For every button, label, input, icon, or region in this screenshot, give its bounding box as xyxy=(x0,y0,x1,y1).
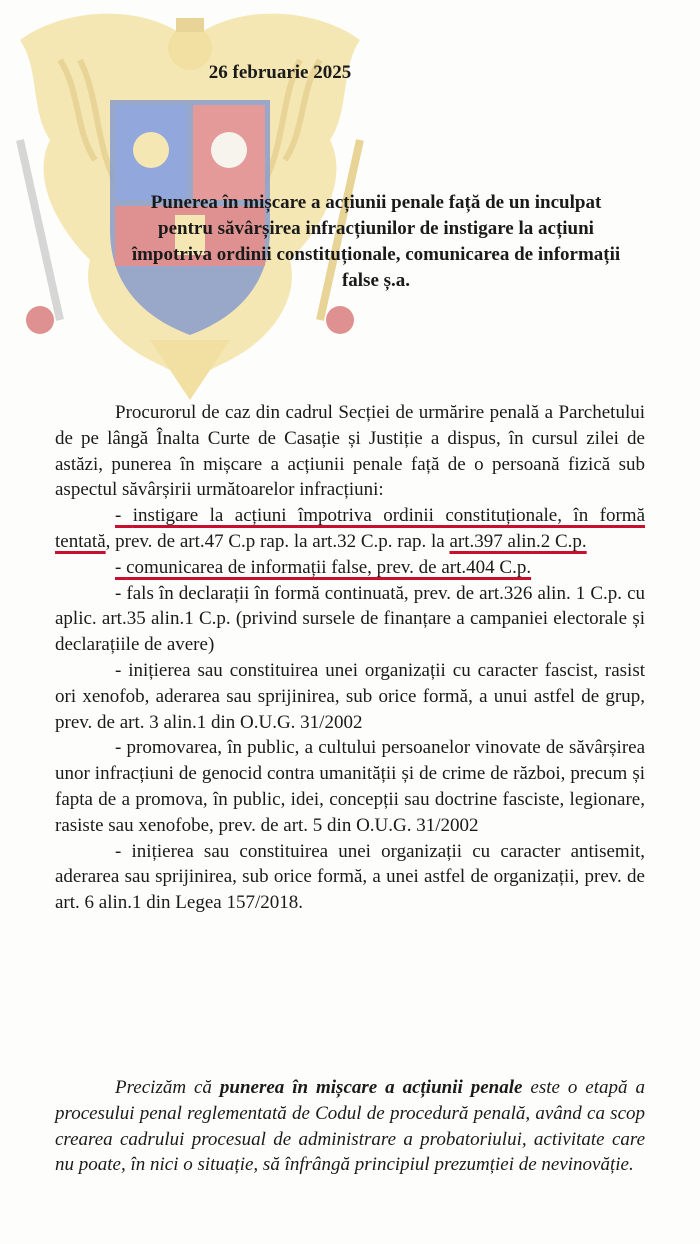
title-line: Punerea în mișcare a acțiunii penale față de un inculpat xyxy=(150,192,602,213)
offence-item-2: - comunicarea de informații false, prev. de art.404 C.p. xyxy=(115,556,532,578)
title-line: împotriva ordinii constituționale, comunicarea de informații xyxy=(131,244,621,265)
offence-item-3: - fals în declarații în formă continuată, prev. de art.326 alin. 1 C.p. cu aplic. art.35 alin.1 C.p. (privind sursele de finanțare a campaniei electorale și declarațiile de avere) xyxy=(55,582,646,656)
document-date: 26 februarie 2025 xyxy=(208,62,352,83)
offence-item-1: - instigare la acțiuni împotriva ordinii constituționale, în formă tentată, prev. de art.47 C.p rap. la art.32 C.p. rap. la art.397 alin.2 C.p. xyxy=(55,505,646,552)
offence-item-6: - inițierea sau constituirea unei organizații cu caracter antisemit, aderarea sau sprijinirea, sub orice formă, a unei astfel de organizații, prev. de art. 6 alin.1 din Legea 157/2018. xyxy=(55,840,645,914)
closing-note: Precizăm că punerea în mișcare a acțiunii penale este o etapă a procesului penal reglementată de Codul de procedură penală, având ca scop crearea cadrului procesual de administrare a probatoriului, activitate care nu poate, în nici o situație, să înfrângă principiul prezumției de nevinovăție. xyxy=(55,1077,645,1176)
underlined-article: art.397 alin.2 C.p. xyxy=(449,530,587,552)
document-title xyxy=(96,190,656,294)
title-line: false ș.a. xyxy=(341,270,411,291)
offence-item-5: - promovarea, în public, a cultului persoanelor vinovate de săvârșirea unor infracțiuni de genocid contra umanității și de crime de război, precum și fapta de a promova, în public, idei, concepții sau doctrine fasciste, legionare, rasiste sau xenofobe, prev. de art. 5 din O.U.G. 31/2002 xyxy=(55,737,646,836)
underlined-offence: comunicarea de informații false, prev. de art.404 C.p. xyxy=(126,556,532,578)
intro-paragraph: Procurorul de caz din cadrul Secției de urmărire penală a Parchetului de pe lângă Înalta Curte de Casație și Justiție a dispus, în cursul zilei de astăzi, punerea în mișcare a acțiunii penale față de o persoană fizică sub aspectul săvârșirii următoarelor infracțiuni: xyxy=(55,402,645,501)
title-line: pentru săvârșirea infracțiunilor de instigare la acțiuni xyxy=(158,218,594,239)
document-body xyxy=(55,400,645,916)
underlined-offence: instigare la acțiuni împotriva ordinii constituționale, în formă tentată xyxy=(55,505,646,552)
note-bold-phrase: punerea în mișcare a acțiunii penale xyxy=(219,1077,523,1098)
offence-item-4: - inițierea sau constituirea unei organizații cu caracter fascist, rasist ori xenofob, aderarea sau sprijinirea, sub orice formă, a unui astfel de grup, prev. de art. 3 alin.1 din O.U.G. 31/2002 xyxy=(55,659,645,733)
